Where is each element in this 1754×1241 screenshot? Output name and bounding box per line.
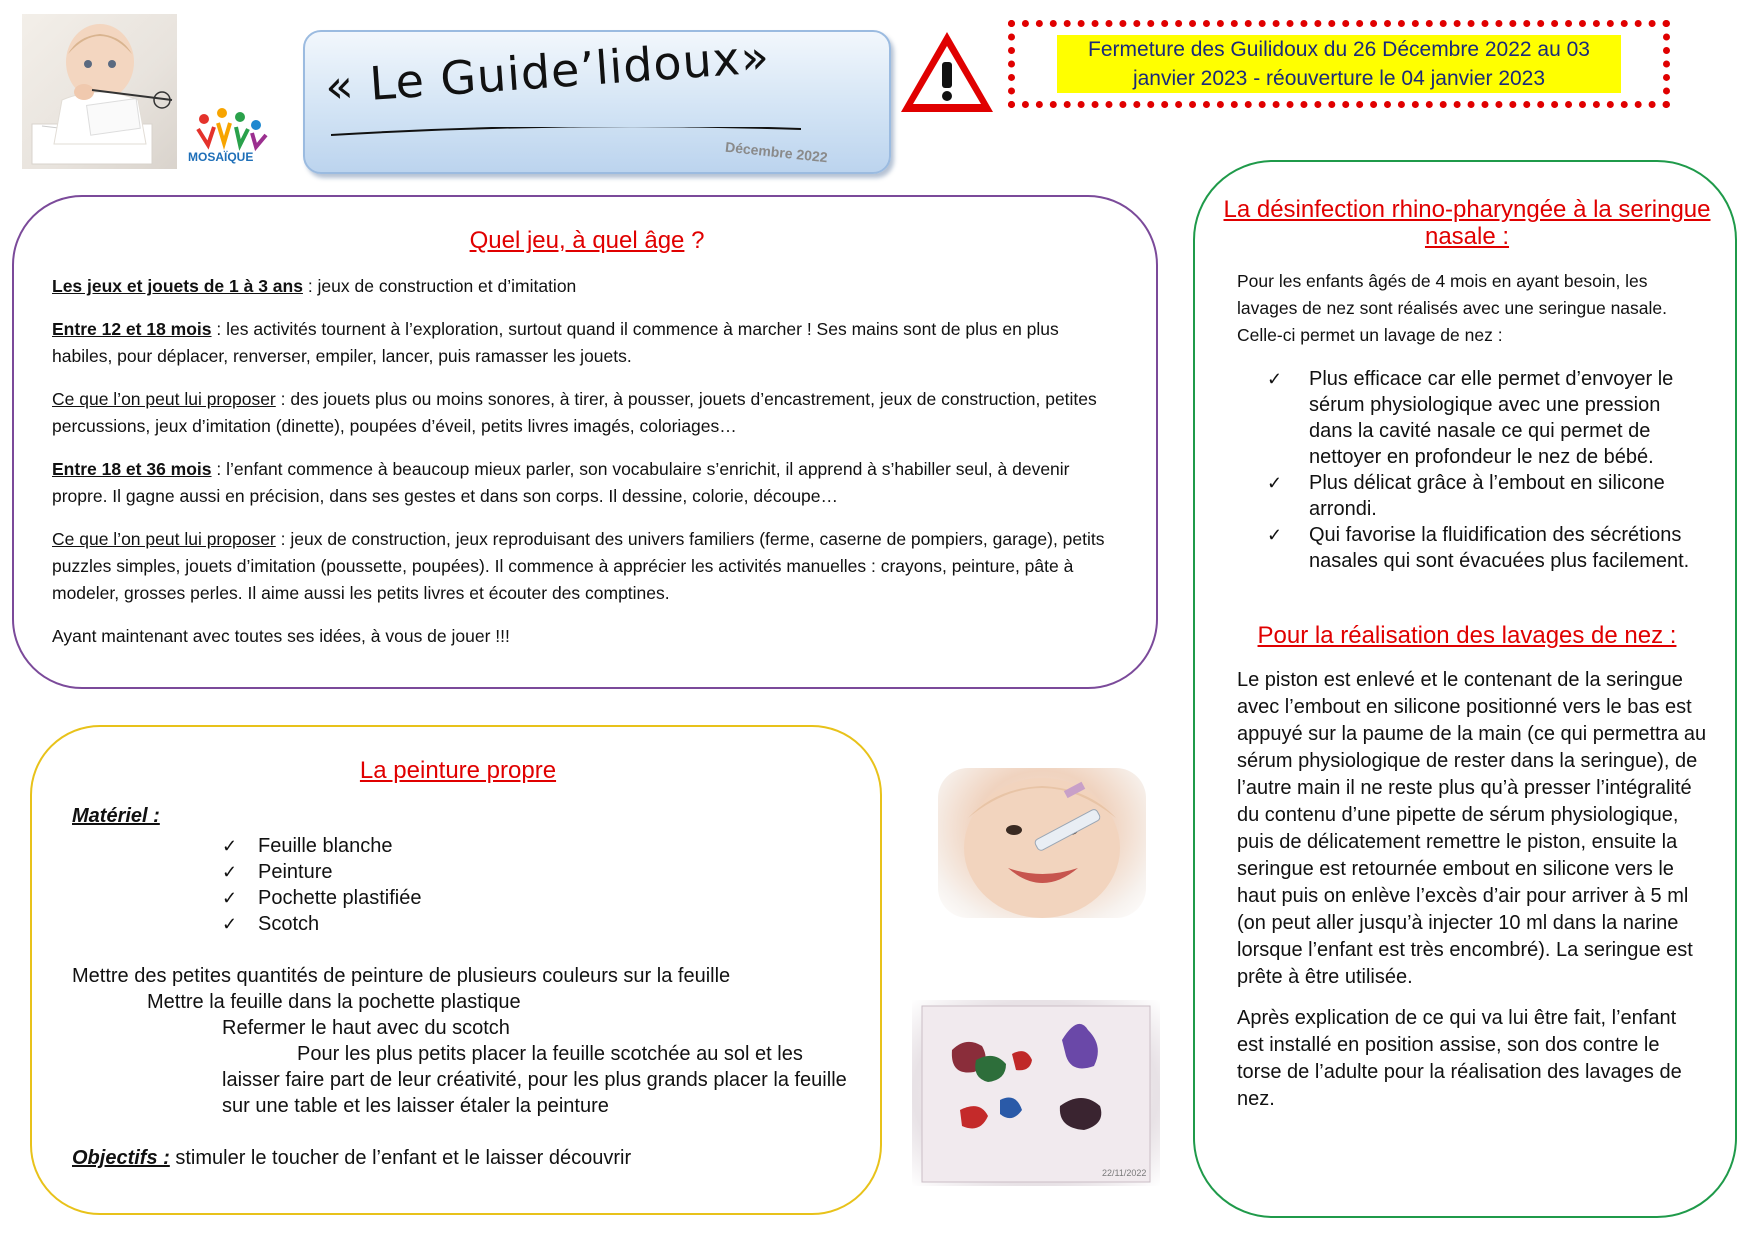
issue-month: Décembre 2022 xyxy=(724,138,829,166)
materials-list xyxy=(222,833,421,937)
age-range-label: Entre 18 et 36 mois xyxy=(52,459,212,479)
step-2: Mettre la feuille dans la pochette plastique xyxy=(147,991,521,1013)
warning-icon xyxy=(898,28,996,116)
material-item: Peinture xyxy=(258,861,333,883)
benefit-text: Qui favorise la fluidification des sécrétions nasales qui sont évacuées plus facilement. xyxy=(1309,524,1690,572)
games-paragraph xyxy=(52,386,1122,440)
paragraph-text: : les activités tournent à l’exploration, surtout quand il commence à marcher ! Ses mains sont de plus en plus habiles, pour déplacer, renverser, empiler, lancer, puis ramasser les jouets. xyxy=(52,319,1059,366)
nasal-intro: Pour les enfants âgés de 4 mois en ayant besoin, les lavages de nez sont réalisés avec une seringue nasale. Celle-ci permet un lavage de nez : xyxy=(1237,271,1667,345)
title-banner xyxy=(303,30,891,174)
material-item: Pochette plastifiée xyxy=(258,887,422,909)
nasal-procedure xyxy=(1237,667,1707,1113)
paragraph-text: : des jouets plus ou moins sonores, à tirer, à pousser, jouets d’encastrement, jeux de construction, petites percussions, jeux d’imitation (dinette), poupées d’éveil, petits livres imagés, coloriages… xyxy=(52,389,1097,436)
games-title-text: Quel jeu, à quel âge xyxy=(469,227,685,254)
objectives-text: stimuler le toucher de l’enfant et le laisser découvrir xyxy=(169,1147,632,1169)
games-title-mark: ? xyxy=(684,227,705,254)
games-panel-title xyxy=(14,227,1160,255)
material-item: Scotch xyxy=(258,913,320,935)
material-item: Feuille blanche xyxy=(258,835,393,857)
objectives xyxy=(72,1147,631,1170)
list-item xyxy=(222,859,421,885)
games-by-age-panel xyxy=(12,195,1158,689)
list-item xyxy=(222,885,421,911)
check-icon: ✓ xyxy=(1267,525,1283,545)
list-item xyxy=(222,833,421,859)
list-item xyxy=(222,911,421,937)
benefit-text: Plus efficace car elle permet d’envoyer le sérum physiologique avec une pression dans la cavité nasale ce qui permet de nettoyer en profondeur le nez de bébé. xyxy=(1309,368,1674,468)
check-icon: ✓ xyxy=(1267,369,1283,389)
check-icon: ✓ xyxy=(222,914,238,934)
step-1: Mettre des petites quantités de peinture de plusieurs couleurs sur la feuille xyxy=(72,965,731,987)
materials-label: Matériel : xyxy=(72,805,160,827)
list-item xyxy=(1267,366,1707,470)
nasal-procedure-title: Pour la réalisation des lavages de nez : xyxy=(1257,622,1677,649)
check-icon: ✓ xyxy=(1267,473,1283,493)
paragraph-text: : l’enfant commence à beaucoup mieux parler, son vocabulaire s’enrichit, il apprend à s’habiller seul, à devenir propre. Il gagne aussi en précision, dans ses gestes et dans son corps. Il dessine, colorie, découpe… xyxy=(52,459,1070,506)
games-paragraph xyxy=(52,316,1122,370)
games-paragraph xyxy=(52,456,1122,510)
closure-notice: Fermeture des Guilidoux du 26 Décembre 2022 au 03 janvier 2023 - réouverture le 04 janvier 2023 xyxy=(1057,35,1621,93)
paragraph-text: : jeux de construction et d’imitation xyxy=(302,276,577,296)
nasal-cleaning-panel xyxy=(1193,160,1737,1218)
procedure-paragraph: Le piston est enlevé et le contenant de la seringue avec l’embout en silicone positionné vers le bas est appuyé sur la paume de la main (ce qui permettra au sérum physiologique de rester dans la seringue), de l’autre main il ne reste plus qu’à presser l’intégralité du contenu d’une pipette de sérum physiologique, puis de délicatement remettre le piston, ensuite la seringue est retournée embout en silicone vers le haut puis on enlève l’excès d’air pour arriver à 5 ml (on peut aller jusqu’à injecter 10 ml dans la narine lorsque l’enfant est très encombré). La seringue est prête à être utilisée. xyxy=(1237,669,1707,988)
games-paragraph xyxy=(52,526,1122,607)
check-icon: ✓ xyxy=(222,836,238,856)
age-range-label: Les jeux et jouets de 1 à 3 ans xyxy=(52,276,303,296)
list-item xyxy=(1267,470,1707,522)
baby-reading-photo xyxy=(22,14,177,169)
games-closing: Ayant maintenant avec toutes ses idées, à vous de jouer !!! xyxy=(52,626,510,646)
benefit-text: Plus délicat grâce à l’embout en silicone arrondi. xyxy=(1309,472,1665,520)
painting-panel-title: La peinture propre xyxy=(359,757,557,784)
painting-activity-photo xyxy=(912,1000,1160,1186)
proposal-label: Ce que l’on peut lui proposer xyxy=(52,389,276,409)
painting-steps xyxy=(72,963,862,1119)
games-paragraph xyxy=(52,273,1122,300)
title-underline xyxy=(331,127,801,137)
procedure-paragraph: Après explication de ce qui va lui être fait, l’enfant est installé en position assise, son dos contre le torse de l’adulte pour la réalisation des lavages de nez. xyxy=(1237,1007,1682,1110)
objectives-label: Objectifs : xyxy=(72,1147,170,1169)
list-item xyxy=(1267,522,1707,574)
clean-painting-panel xyxy=(30,725,882,1215)
step-3: Refermer le haut avec du scotch xyxy=(222,1017,510,1039)
games-panel-body xyxy=(52,273,1122,666)
step-4: Pour les plus petits placer la feuille scotchée au sol et les laisser faire part de leur créativité, pour les plus grands placer la feuille sur une table et les laisser étaler la peinture xyxy=(222,1043,847,1117)
page-title: « Le Guide’lidoux» xyxy=(323,29,772,114)
nasal-benefits-list xyxy=(1267,366,1707,574)
mosaique-logo xyxy=(184,105,274,165)
age-range-label: Entre 12 et 18 mois xyxy=(52,319,212,339)
photo-date: 22/11/2022 xyxy=(1102,1168,1147,1178)
proposal-label: Ce que l’on peut lui proposer xyxy=(52,529,276,549)
nasal-panel-title: La désinfection rhino-pharyngée à la seringue nasale : xyxy=(1223,196,1711,250)
check-icon: ✓ xyxy=(222,888,238,908)
paragraph-text: : jeux de construction, jeux reproduisant des univers familiers (ferme, caserne de pompiers, garage), petits puzzles simples, jouets d’imitation (poussette, poupées). Il commence à apprécier les activités manuelles : crayons, peinture, pâte à modeler, grosses perles. Il aime aussi les petits livres et écouter des comptines. xyxy=(52,529,1105,603)
baby-nasal-syringe-photo xyxy=(938,768,1146,918)
closure-notice-box xyxy=(1008,20,1670,108)
check-icon: ✓ xyxy=(222,862,238,882)
logo-text: MOSAÏQUE xyxy=(188,150,254,164)
